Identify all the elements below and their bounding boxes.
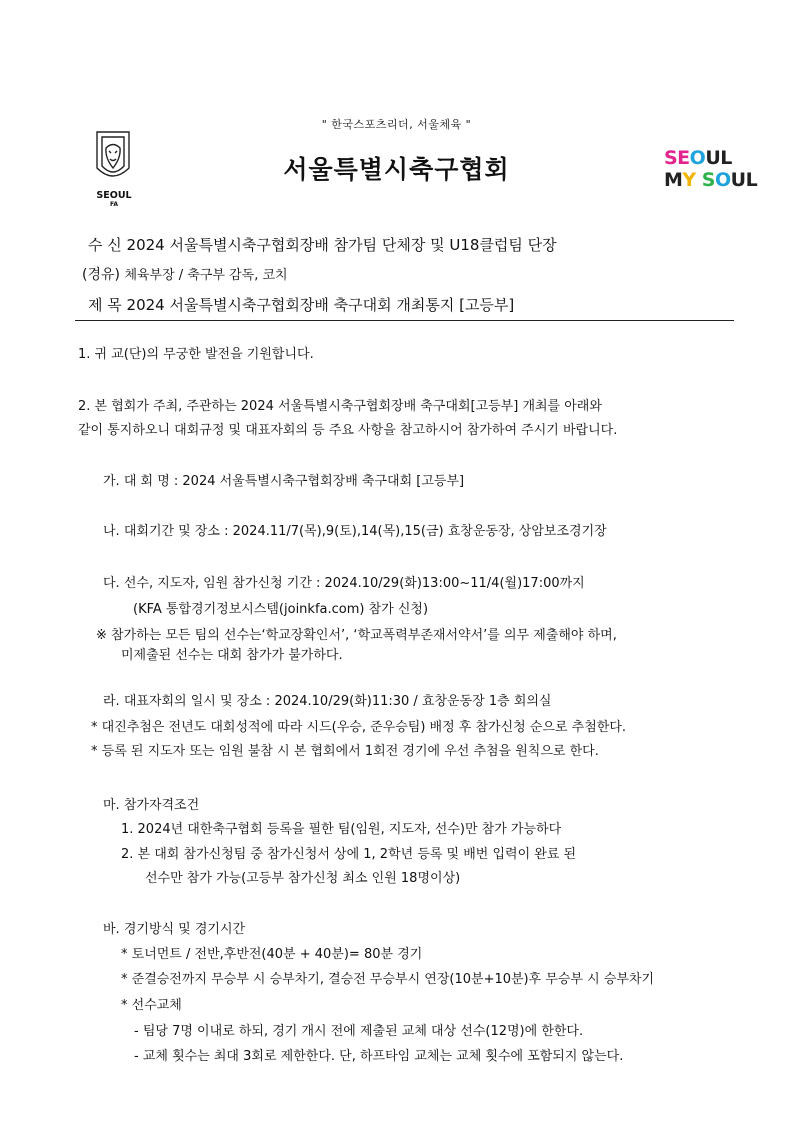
logo-letters-row2-3: O — [715, 169, 731, 191]
item-ba-5: - 교체 횟수는 최대 3회로 제한한다. 단, 하프타임 교체는 교체 횟수에 포함되지 않는다. — [134, 1049, 624, 1064]
item-ra-note-2: * 등록 된 지도자 또는 임원 불참 시 본 협회에서 1회전 경기에 우선 추첨을 원칙으로 한다. — [91, 744, 599, 759]
item-na: 나. 대회기간 및 장소 : 2024.11/7(목),9(토),14(목),15(금) 효창운동장, 상암보조경기장 — [103, 524, 607, 539]
item-ba-1: * 토너먼트 / 전반,후반전(40분 + 40분)= 80분 경기 — [121, 947, 423, 962]
item-ga: 가. 대 회 명 : 2024 서울특별시축구협회장배 축구대회 [고등부] — [103, 474, 465, 489]
recipient-label: 수 신 — [88, 236, 122, 254]
via-label: (경유) — [82, 267, 120, 283]
item-da-note-1: ※ 참가하는 모든 팀의 선수는‘학교장확인서’, ‘학교폭력부존재서약서’를 의무 제출해야 하며, — [96, 628, 617, 643]
seoul-my-soul-logo — [664, 147, 758, 195]
item-da-line-1: 다. 선수, 지도자, 임원 참가신청 기간 : 2024.10/29(화)13:00~11/4(월)17:00까지 — [103, 576, 585, 591]
subject-value: 2024 서울특별시축구협회장배 축구대회 개최통지 [고등부] — [126, 296, 515, 314]
logo-text-seoul: SEOUL — [96, 190, 132, 201]
item-ma-heading: 마. 참가자격조건 — [103, 798, 200, 813]
item-ra-note-1: * 대진추첨은 전년도 대회성적에 따라 시드(우승, 준우승팀) 배정 후 참가신청 순으로 추첨한다. — [91, 720, 627, 735]
logo-letters-row2-1: Y — [682, 169, 696, 191]
recipient-value: 2024 서울특별시축구협회장배 참가팀 단체장 및 U18클럽팀 단장 — [126, 236, 557, 254]
logo-letters-row2-0: M — [664, 169, 683, 191]
item-da-line-2: (KFA 통합경기정보시스템(joinkfa.com) 참가 신청) — [133, 602, 429, 617]
subject-row — [88, 294, 514, 315]
paragraph-2-line-2: 같이 통지하오니 대회규정 및 대표자회의 등 주요 사항을 참고하시어 참가하여 주시기 바랍니다. — [78, 423, 618, 438]
logo-letters-row1-2: UL — [705, 147, 732, 169]
logo-row-my-soul — [664, 169, 758, 191]
motto: " 한국스포츠리더, 서울체육 " — [321, 118, 472, 131]
item-ma-2: 2. 본 대회 참가신청팀 중 참가신청서 상에 1, 2학년 등록 및 배번 입력이 완료 된 — [121, 847, 577, 862]
via-value: 체육부장 / 축구부 감독, 코치 — [124, 268, 288, 283]
paragraph-1: 1. 귀 교(단)의 무궁한 발전을 기원합니다. — [78, 347, 314, 362]
logo-letters-row1-1: O — [689, 147, 706, 169]
item-da-note-2: 미제출된 선수는 대회 참가가 불가하다. — [121, 648, 343, 663]
item-ba-heading: 바. 경기방식 및 경기시간 — [103, 922, 246, 937]
logo-letters-row2-2: S — [695, 169, 715, 191]
logo-letters-row1-0: SE — [664, 147, 690, 169]
item-ma-1: 1. 2024년 대한축구협회 등록을 필한 팀(임원, 지도자, 선수)만 참가 가능하다 — [121, 822, 562, 837]
recipient-row — [88, 234, 557, 255]
item-ba-4: - 팀당 7명 이내로 하되, 경기 개시 전에 제출된 교체 대상 선수(12명)에 한한다. — [134, 1024, 584, 1039]
via-row — [82, 264, 288, 284]
item-ra-line-1: 라. 대표자회의 일시 및 장소 : 2024.10/29(화)11:30 / 효창운동장 1층 회의실 — [103, 694, 552, 709]
item-ba-2: * 준결승전까지 무승부 시 승부차기, 결승전 무승부시 연장(10분+10분)후 무승부 시 승부차기 — [121, 972, 655, 987]
logo-text-fa: FA — [109, 201, 119, 208]
paragraph-2-line-1: 2. 본 협회가 주최, 주관하는 2024 서울특별시축구협회장배 축구대회[고등부] 개최를 아래와 — [78, 399, 602, 414]
item-ma-3: 선수만 참가 가능(고등부 참가신청 최소 인원 18명이상) — [145, 871, 461, 886]
logo-row-seoul — [664, 147, 736, 169]
org-title: 서울특별시축구협회 — [283, 155, 510, 184]
subject-label: 제 목 — [88, 296, 122, 314]
item-ba-3: * 선수교체 — [121, 998, 182, 1013]
header-divider — [75, 320, 734, 321]
logo-letters-row2-4: UL — [730, 169, 758, 191]
